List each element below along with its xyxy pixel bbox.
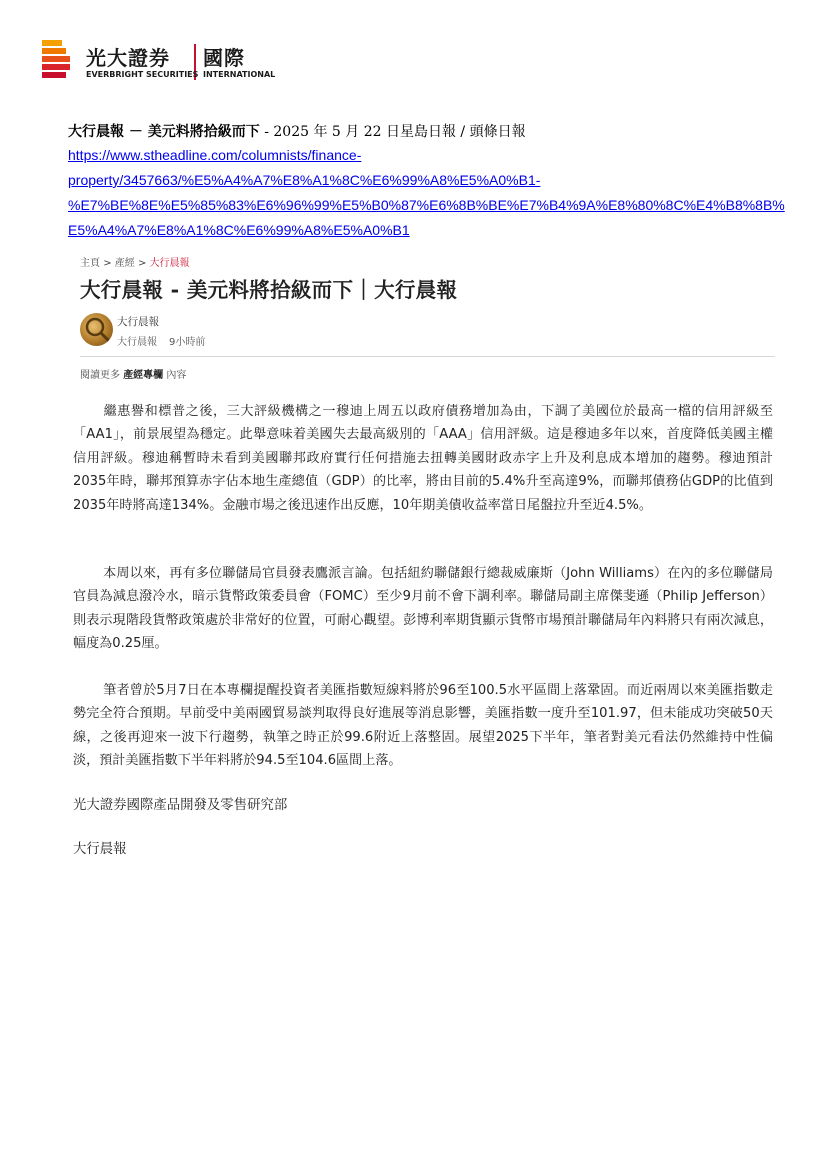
signature-name: 大行晨報 — [73, 842, 127, 857]
signature-department: 光大證券國際產品開發及零售研究部 — [73, 798, 288, 813]
breadcrumb-home[interactable]: 主頁 — [80, 258, 100, 269]
paragraph-text: 繼惠譽和標普之後，三大評級機構之一穆迪上周五以政府債務增加為由，下調了美國位於最高一檔的信用評級至「AA1」，前景展望為穩定。此舉意味着美國失去最高級別的「AAA」信用評級。這是穆迪多年以來，首度降低美國主權信用評級。穆迪稱暫時未看到美國聯邦政府實行任何措施去扭轉美國財政赤字上升及利息成本增加的趨勢。穆迪預計2035年時，聯邦預算赤字佔本地生產總值（GDP）的比率，將由目前的5.4%升至高達9%，而聯邦債務佔GDP的比值到2035年時將高達134%。金融市場之後迅速作出反應，10年期美債收益率當日尾盤拉升至近4.5%。 — [73, 404, 773, 513]
logo-brand-cn-international: 國際 — [203, 46, 245, 70]
read-more-suffix: 內容 — [166, 370, 187, 381]
publish-time: 9小時前 — [169, 337, 206, 348]
source-url-line-4[interactable]: E5%A4%A7%E8%A1%8C%E6%99%A8%E5%A0%B1 — [68, 222, 410, 238]
source-url-line-1[interactable]: https://www.stheadline.com/columnists/finance- — [68, 147, 362, 163]
article-meta — [117, 333, 205, 348]
source-url-line-2[interactable]: property/3457663/%E5%A4%A7%E8%A1%8C%E6%99%A8%E5%A0%B1- — [68, 172, 541, 188]
breadcrumb-separator: > — [103, 258, 112, 269]
logo-brand-en: EVERBRIGHT SECURITIES — [86, 70, 199, 79]
company-logo — [38, 40, 278, 84]
everbright-logo-icon — [38, 40, 72, 82]
breadcrumb — [80, 254, 190, 269]
logo-brand-en-international: INTERNATIONAL — [203, 70, 276, 79]
read-more-prefix: 閱讀更多 — [80, 370, 120, 381]
author-name[interactable]: 大行晨報 — [117, 316, 159, 328]
logo-brand-cn: 光大證券 — [86, 46, 170, 70]
read-more-section-link[interactable]: 產經專欄 — [123, 370, 164, 381]
article-title: 大行晨報 - 美元料將拾級而下｜大行晨報 — [80, 278, 458, 302]
document-header — [68, 121, 788, 141]
breadcrumb-finance[interactable]: 產經 — [114, 258, 135, 269]
article-paragraph-1 — [73, 400, 773, 517]
paragraph-text: 本周以來，再有多位聯儲局官員發表鷹派言論。包括紐約聯儲銀行總裁威廉斯（John Williams）在內的多位聯儲局官員為減息潑冷水，暗示貨幣政策委員會（FOMC）至少9月前不會下調利率。聯儲局副主席傑斐遜（Philip Jefferson）則表示現階段貨幣政策處於非常好的位置，可耐心觀望。彭博利率期貨顯示貨幣市場預計聯儲局年內料將只有兩次減息，幅度為0.25厘。 — [73, 566, 773, 652]
article-paragraph-2 — [73, 562, 773, 656]
document-title: 大行晨報 － 美元料將拾級而下 — [68, 124, 260, 140]
breadcrumb-separator: > — [137, 258, 147, 269]
meta-author: 大行晨報 — [117, 337, 157, 348]
paragraph-text: 筆者曾於5月7日在本專欄提醒投資者美匯指數短線料將於96至100.5水平區間上落鞏固。而近兩周以來美匯指數走勢完全符合預期。早前受中美兩國貿易談判取得良好進展等消息影響，美匯指數一度升至101.97，但未能成功突破50天線，之後再迎來一波下行趨勢，執筆之時正於99.6附近上落整固。展望2025下半年，筆者對美元看法仍然維持中性偏淡，預計美匯指數下半年料將於94.5至104.6區間上落。 — [73, 683, 773, 769]
divider — [80, 356, 775, 357]
read-more — [80, 366, 186, 381]
article-paragraph-3 — [73, 679, 773, 773]
source-url-line-3[interactable]: %E7%BE%8E%E5%85%83%E6%96%99%E5%B0%87%E6%8B%BE%E7%B4%9A%E8%80%8C%E4%B8%8B% — [68, 197, 785, 213]
author-avatar[interactable] — [80, 313, 113, 346]
document-source: - 2025 年 5 月 22 日星島日報 / 頭條日報 — [264, 124, 526, 140]
breadcrumb-current[interactable]: 大行晨報 — [149, 258, 190, 269]
magnifier-icon — [80, 313, 113, 346]
